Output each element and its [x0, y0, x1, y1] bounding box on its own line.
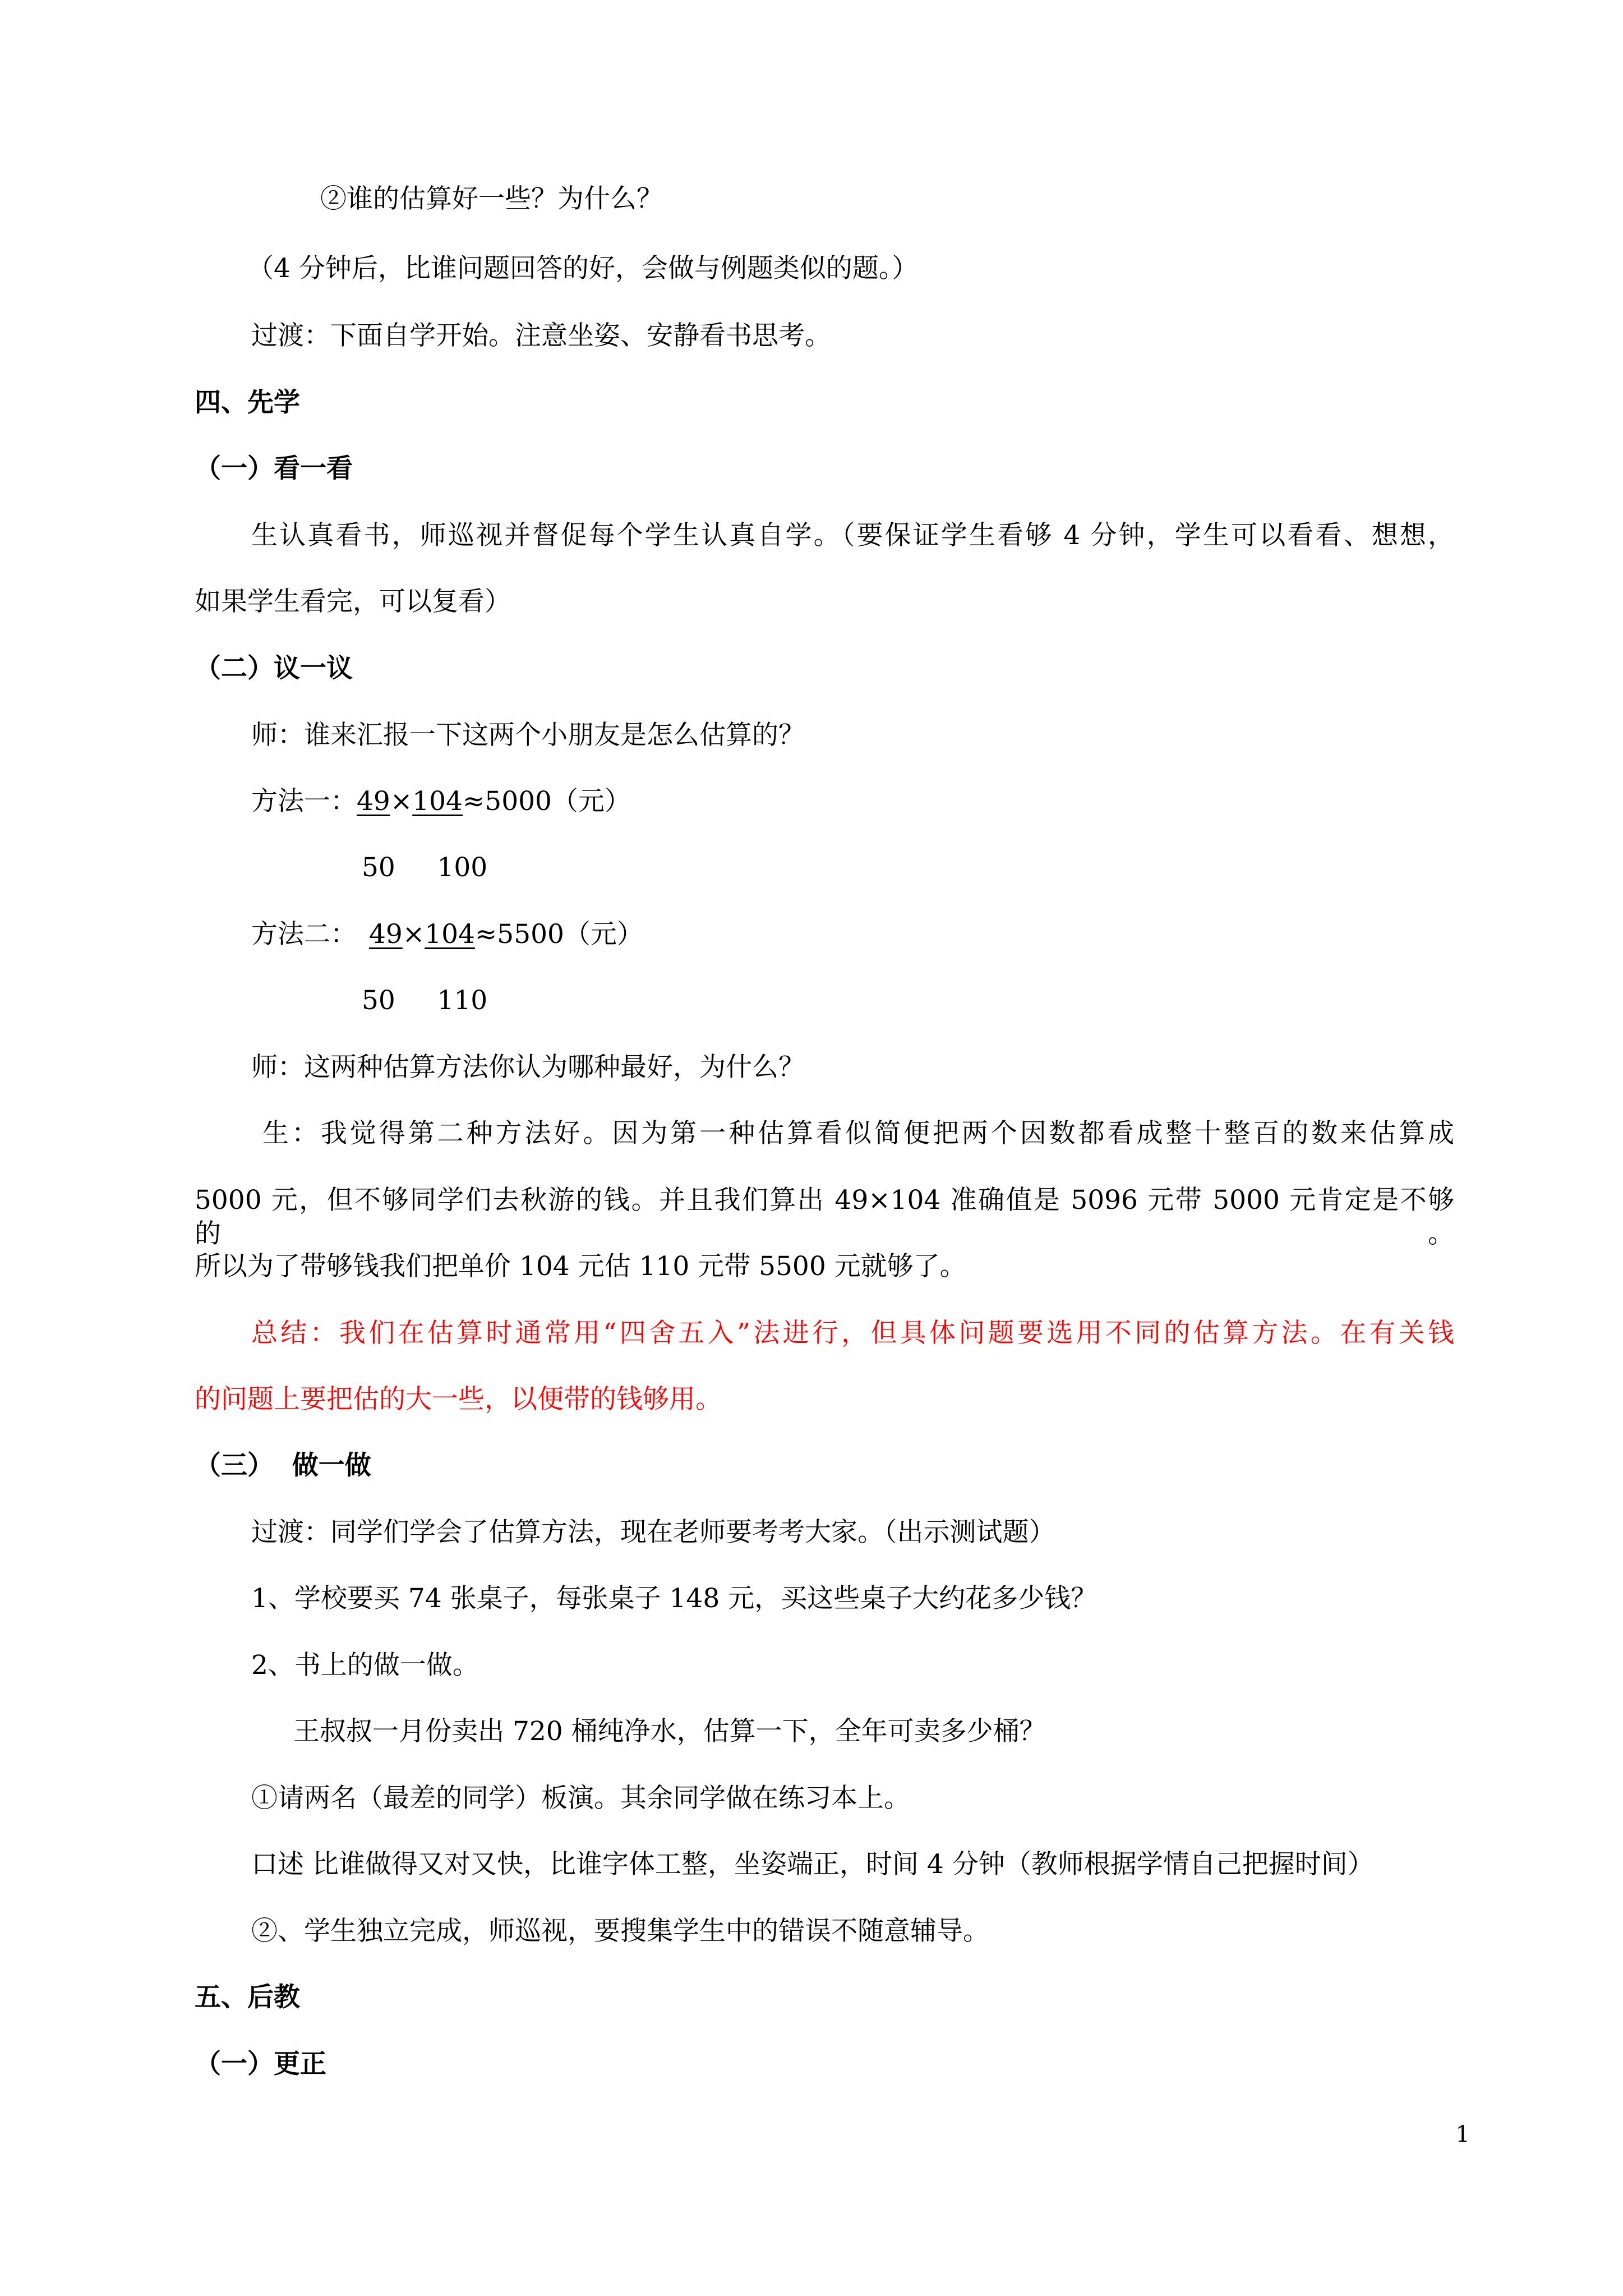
transition-2: 过渡：同学们学会了估算方法，现在老师要考考大家。（出示测试题）	[251, 1517, 1055, 1548]
exercise-2-text: 王叔叔一月份卖出 720 桶纯净水，估算一下，全年可卖多少桶？	[293, 1716, 1046, 1747]
method-1-times: ×	[390, 786, 413, 817]
method-2-approximations: 50 110	[362, 985, 488, 1016]
step-1: ①请两名（最差的同学）板演。其余同学做在练习本上。	[251, 1783, 910, 1814]
exercise-1: 1、学校要买 74 张桌子，每张桌子 148 元，买这些桌子大约花多少钱？	[251, 1583, 1098, 1614]
method-2-factor-a: 49	[369, 919, 403, 950]
method-1-result: ≈5000（元）	[462, 786, 631, 817]
oral-instructions: 口述 比谁做得又对又快，比谁字体工整，坐姿端正，时间 4 分钟（教师根据学情自己把握时间）	[251, 1849, 1374, 1880]
student-answer-line2: 5000 元，但不够同学们去秋游的钱。并且我们算出 49×104 准确值是 5096 元带 5000 元肯定是不够的。	[195, 1185, 1454, 1249]
section-4-heading: 四、先学	[195, 387, 300, 418]
subsection-correction: （一）更正	[195, 2049, 326, 2079]
method-1-factor-b: 104	[412, 786, 463, 817]
summary-line2: 的问题上要把估的大一些，以便带的钱够用。	[195, 1384, 722, 1415]
method-2	[251, 918, 643, 951]
subsection-look: （一）看一看	[195, 453, 353, 484]
method-2-factor-b: 104	[425, 919, 475, 950]
look-paragraph-line1: 生认真看书，师巡视并督促每个学生认真自学。（要保证学生看够 4 分钟，学生可以看看、想想，	[251, 520, 1454, 551]
note-4-minutes: （4 分钟后，比谁问题回答的好，会做与例题类似的题。）	[247, 253, 919, 284]
method-2-result: ≈5500（元）	[474, 919, 643, 950]
method-1	[251, 785, 631, 818]
question-2: ②谁的估算好一些？为什么？	[320, 183, 663, 214]
summary-line1: 总结：我们在估算时通常用“四舍五入”法进行，但具体问题要选用不同的估算方法。在有关钱	[251, 1318, 1454, 1349]
teacher-question-1: 师：谁来汇报一下这两个小朋友是怎么估算的？	[251, 720, 805, 751]
method-1-factor-a: 49	[357, 786, 390, 817]
subsection-practice: （三） 做一做	[195, 1450, 371, 1481]
page-number: 1	[1455, 2122, 1470, 2147]
student-answer-line3: 所以为了带够钱我们把单价 104 元估 110 元带 5500 元就够了。	[195, 1251, 966, 1282]
student-answer-line1: 生：我觉得第二种方法好。因为第一种估算看似简便把两个因数都看成整十整百的数来估算成	[262, 1118, 1454, 1149]
teacher-question-2: 师：这两种估算方法你认为哪种最好，为什么？	[251, 1052, 805, 1083]
method-2-times: ×	[402, 919, 425, 950]
section-5-heading: 五、后教	[195, 1982, 300, 2013]
method-2-label: 方法二：	[251, 919, 357, 950]
exercise-2: 2、书上的做一做。	[251, 1650, 479, 1681]
method-1-approximations: 50 100	[362, 852, 488, 883]
transition-1: 过渡：下面自学开始。注意坐姿、安静看书思考。	[251, 320, 831, 351]
step-2: ②、学生独立完成，师巡视，要搜集学生中的错误不随意辅导。	[251, 1916, 989, 1947]
look-paragraph-line2: 如果学生看完，可以复看）	[195, 586, 511, 617]
method-1-label: 方法一：	[251, 786, 357, 817]
subsection-discuss: （二）议一议	[195, 653, 353, 684]
